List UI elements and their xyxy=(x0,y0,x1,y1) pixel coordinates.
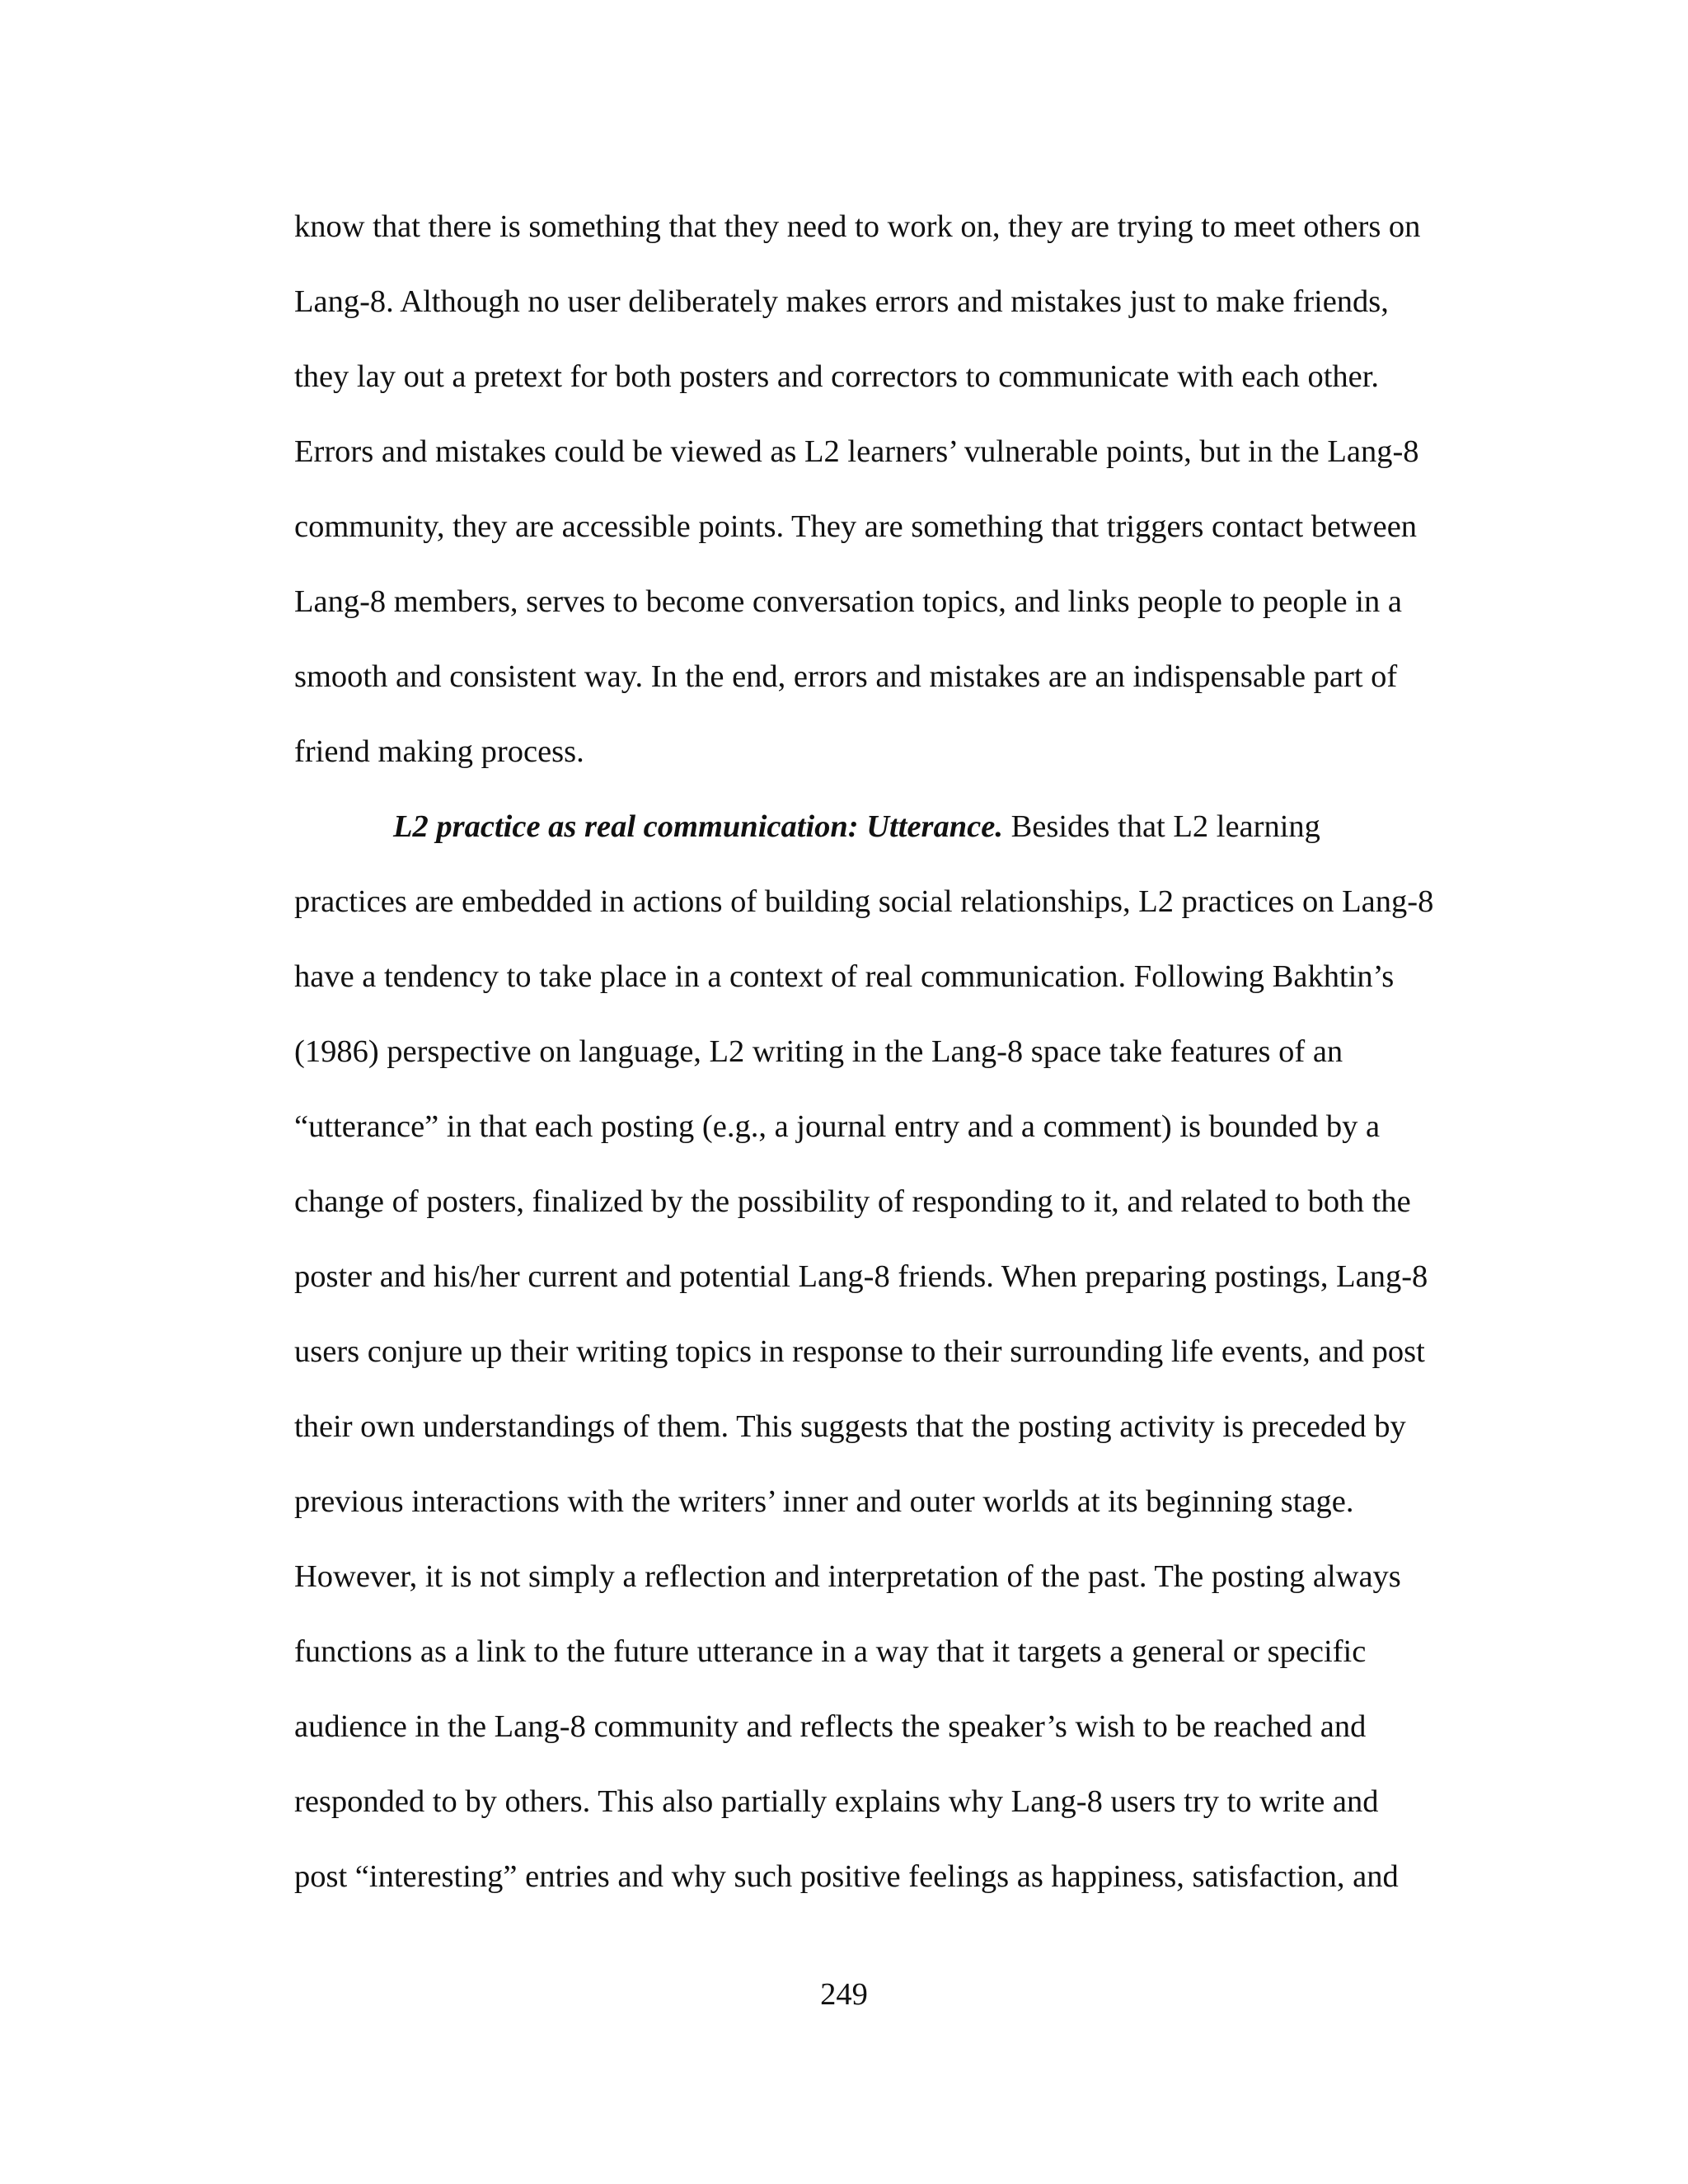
text-line: community, they are accessible points. They are something that triggers contact between xyxy=(294,509,1418,544)
text-line: However, it is not simply a reflection and interpretation of the past. The posting always xyxy=(294,1559,1401,1594)
section-heading: L2 practice as real communication: Utterance. xyxy=(393,809,1003,844)
text-line: (1986) perspective on language, L2 writing in the Lang-8 space take features of an xyxy=(294,1034,1343,1069)
text-line: practices are embedded in actions of building social relationships, L2 practices on Lang-8 xyxy=(294,884,1434,919)
text-line: Lang-8. Although no user deliberately makes errors and mistakes just to make friends, xyxy=(294,284,1389,319)
page-number: 249 xyxy=(820,1977,868,2012)
text-line: have a tendency to take place in a context of real communication. Following Bakhtin’s xyxy=(294,959,1395,994)
text-line: Lang-8 members, serves to become conversation topics, and links people to people in a xyxy=(294,584,1402,619)
text-line: audience in the Lang-8 community and reflects the speaker’s wish to be reached and xyxy=(294,1709,1367,1744)
text-line: previous interactions with the writers’ inner and outer worlds at its beginning stage. xyxy=(294,1484,1354,1519)
text-line: their own understandings of them. This suggests that the posting activity is preceded by xyxy=(294,1409,1406,1444)
section-first-line-text: Besides that L2 learning xyxy=(1002,809,1320,844)
text-line: they lay out a pretext for both posters and correctors to communicate with each other. xyxy=(294,359,1380,394)
text-line: change of posters, finalized by the possibility of responding to it, and related to both the xyxy=(294,1184,1411,1219)
text-line: responded to by others. This also partially explains why Lang-8 users try to write and xyxy=(294,1784,1379,1819)
text-line: friend making process. xyxy=(294,734,584,769)
text-line: post “interesting” entries and why such positive feelings as happiness, satisfaction, and xyxy=(294,1859,1399,1894)
text-line: smooth and consistent way. In the end, errors and mistakes are an indispensable part of xyxy=(294,659,1398,694)
text-line: “utterance” in that each posting (e.g., a journal entry and a comment) is bounded by a xyxy=(294,1109,1381,1144)
text-line: users conjure up their writing topics in response to their surrounding life events, and post xyxy=(294,1334,1425,1369)
text-line: know that there is something that they need to work on, they are trying to meet others on xyxy=(294,209,1421,244)
text-line: Errors and mistakes could be viewed as L2 learners’ vulnerable points, but in the Lang-8 xyxy=(294,434,1419,469)
text-line: functions as a link to the future utterance in a way that it targets a general or specific xyxy=(294,1634,1367,1669)
section-first-line xyxy=(393,790,1320,865)
text-line: poster and his/her current and potential Lang-8 friends. When preparing postings, Lang-8 xyxy=(294,1259,1428,1294)
